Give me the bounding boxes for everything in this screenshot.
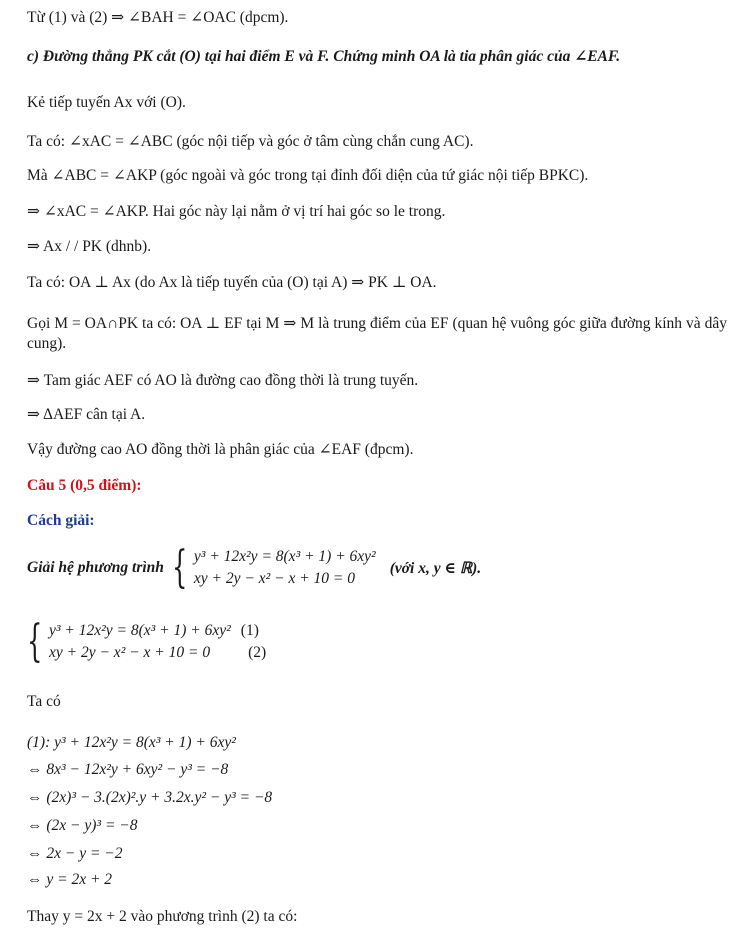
system-condition: (với x, y ∈ ℝ). (389, 560, 482, 577)
question-5-heading: Câu 5 (0,5 điểm): (27, 477, 142, 494)
system-label: Giải hệ phương trình (27, 559, 164, 576)
system-restated (27, 616, 267, 667)
system-equations (194, 546, 376, 590)
alternate-angles-line: ⇒ ∠xAC = ∠AKP. Hai góc này lại nằm ở vị trí hai góc so le trong. (27, 203, 446, 220)
part-c-heading: c) Đường thẳng PK cắt (O) tại hai điểm E và F. Chứng minh OA là tia phân giác của ∠EAF. (27, 48, 621, 65)
brace-icon: { (27, 616, 43, 667)
solution-heading: Cách giải: (27, 512, 95, 529)
tangent-line-text: Kẻ tiếp tuyến Ax với (O). (27, 94, 186, 111)
step-1: (1): y³ + 12x²y = 8(x³ + 1) + 6xy² (27, 734, 236, 751)
proof-conclusion-line: Từ (1) và (2) ⇒ ∠BAH = ∠OAC (dpcm). (27, 9, 289, 26)
altitude-median-line: ⇒ Tam giác AEF có AO là đường cao đồng thời là trung tuyến. (27, 372, 419, 389)
brace-icon: { (171, 542, 188, 593)
system-restated-eq-1: y³ + 12x²y = 8(x³ + 1) + 6xy² (49, 622, 231, 639)
step-2: ⇔ 8x³ − 12x²y + 6xy² − y³ = −8 (27, 761, 229, 778)
system-problem (27, 542, 482, 593)
angle-equality-line-2: Mà ∠ABC = ∠AKP (góc ngoài và góc trong tại đỉnh đối diện của tứ giác nội tiếp BPKC). (27, 167, 589, 184)
step-4: ⇔ (2x − y)³ = −8 (27, 817, 138, 834)
angle-equality-line: Ta có: ∠xAC = ∠ABC (góc nội tiếp và góc ở tâm cùng chắn cung AC). (27, 133, 474, 150)
equation-number-2: (2) (248, 644, 267, 661)
ta-co-label: Ta có (27, 693, 61, 710)
step-5: ⇔ 2x − y = −2 (27, 845, 123, 862)
system-eq-2: xy + 2y − x² − x + 10 = 0 (193, 570, 356, 587)
system-restated-eq-2: xy + 2y − x² − x + 10 = 0 (49, 644, 211, 661)
system-eq-1: y³ + 12x²y = 8(x³ + 1) + 6xy² (193, 548, 376, 565)
system-restated-equations (49, 620, 266, 664)
midpoint-paragraph: Gọi M = OA∩PK ta có: OA ⊥ EF tại M ⇒ M là trung điểm của EF (quan hệ vuông góc giữa đường kính và dây cung). (27, 315, 727, 352)
isosceles-line: ⇒ ΔAEF cân tại A. (27, 406, 146, 423)
perpendicular-line: Ta có: OA ⊥ Ax (do Ax là tiếp tuyến của (O) tại A) ⇒ PK ⊥ OA. (27, 274, 437, 291)
bisector-conclusion-line: Vậy đường cao AO đồng thời là phân giác của ∠EAF (đpcm). (27, 441, 414, 458)
parallel-line: ⇒ Ax / / PK (dhnb). (27, 238, 152, 255)
substitution-line: Thay y = 2x + 2 vào phương trình (2) ta có: (27, 908, 298, 925)
step-3: ⇔ (2x)³ − 3.(2x)².y + 3.2x.y² − y³ = −8 (27, 789, 273, 806)
equation-number-1: (1) (240, 622, 259, 639)
step-6: ⇔ y = 2x + 2 (27, 871, 113, 888)
